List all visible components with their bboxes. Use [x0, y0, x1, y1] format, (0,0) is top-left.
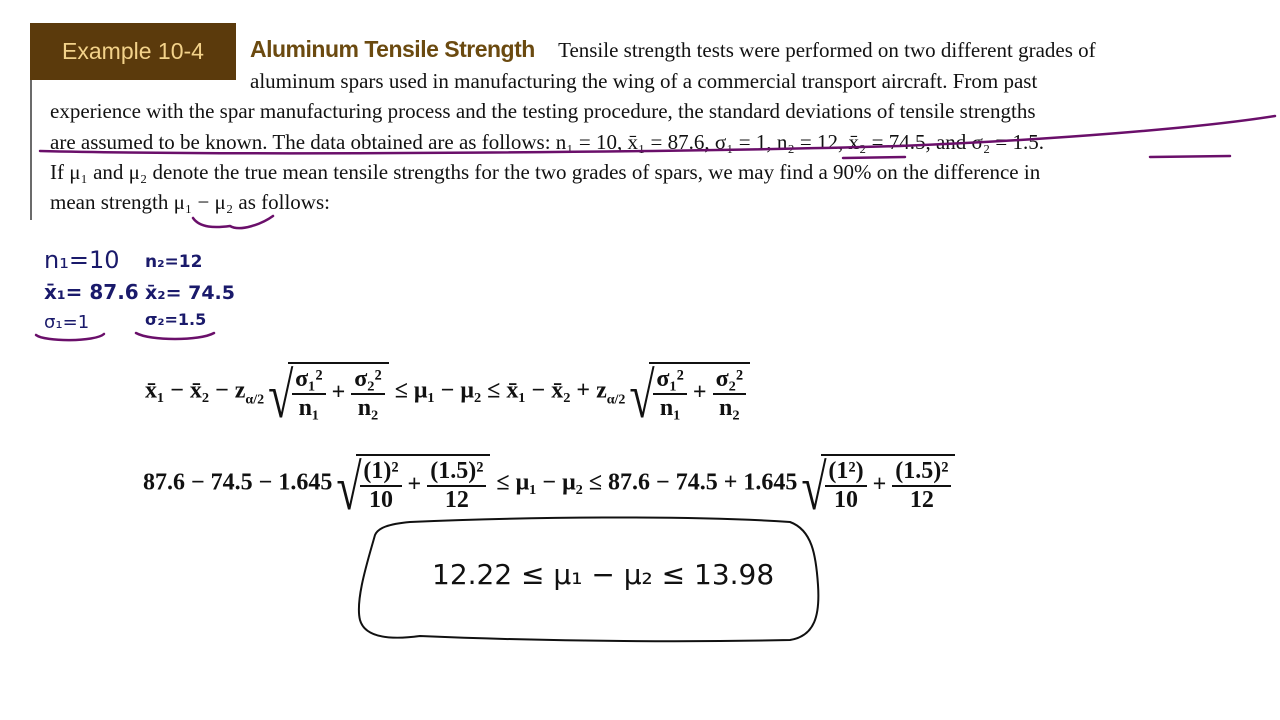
paragraph-line-1-text: Tensile strength tests were performed on two different grades of: [558, 38, 1096, 62]
example-tag: Example 10-4: [30, 23, 236, 80]
alpha-half-right: α/2: [606, 392, 626, 408]
sigma1-sq-right: √ σ₁²: [653, 366, 686, 395]
n2-den-right: n₂: [719, 395, 740, 421]
underline-known: [40, 116, 1275, 153]
note-s1: σ₁=1: [44, 312, 90, 333]
note-n1: n₁=10: [44, 246, 120, 274]
n2-den: n₂: [357, 395, 379, 421]
sigma1-sq: √ σ₁²: [292, 366, 325, 395]
paragraph-line-3: experience with the spar manufacturing process and the testing procedure, the standard deviations of tensile strengths: [50, 99, 1036, 123]
sigma2-sq: σ₂²: [351, 366, 384, 395]
num-a2: √ (1²): [825, 458, 866, 487]
den-a: 10: [368, 487, 393, 513]
n1-den-right: n₁: [659, 395, 681, 421]
plus-numeric-right: +: [872, 471, 887, 498]
paragraph-line-2: aluminum spars used in manufacturing the wing of a commercial transport aircraft. From past: [250, 69, 1038, 93]
note-x2: x̄₂= 74.5: [145, 282, 235, 304]
den-b2: 12: [909, 487, 934, 513]
general-middle: ≤ μ₁ − μ₂ ≤ x̄₁ − x̄₂ + z: [394, 377, 607, 404]
result-box: [359, 517, 819, 641]
paragraph-line-5: If μ₁ and μ₂ denote the true mean tensile strengths for the two grades of spars, we may find a 90% on the difference in: [50, 160, 1041, 184]
num-b2: (1.5)²: [892, 458, 951, 487]
result-answer: 12.22 ≤ μ₁ − μ₂ ≤ 13.98: [432, 558, 775, 591]
brace-mu-diff: [193, 216, 273, 228]
numeric-middle: ≤ μ₁ − μ₂ ≤ 87.6 − 74.5 + 1.645: [496, 469, 798, 496]
numeric-left: 87.6 − 74.5 − 1.645: [143, 469, 333, 496]
den-b: 12: [444, 487, 469, 513]
plus-left: +: [331, 379, 346, 406]
plus-right: +: [692, 379, 707, 406]
num-b: (1.5)²: [427, 458, 486, 487]
note-s2: σ₂=1.5: [145, 310, 207, 329]
n1-den: n₁: [298, 395, 320, 421]
num-a: √ (1)²: [360, 458, 401, 487]
brace-note-s2: [136, 333, 214, 339]
den-a2: 10: [834, 487, 858, 513]
brace-note-s1: [36, 334, 104, 340]
paragraph-line-6: mean strength μ₁ − μ₂ as follows:: [50, 190, 330, 214]
example-title: Aluminum Tensile Strength: [250, 36, 535, 62]
underline-sigma1: [843, 157, 905, 158]
note-n2: n₂=12: [145, 252, 203, 272]
note-x1: x̄₁= 87.6: [44, 280, 139, 304]
paragraph-line-4: are assumed to be known. The data obtained are as follows: n₁ = 10, x̄₁ = 87.6, σ₁ = 1, n₂ = 12, x̄₂ = 74.5, and σ₂ = 1.5.: [50, 130, 1044, 154]
sigma2-sq-right: σ₂²: [713, 366, 746, 395]
general-left: x̄₁ − x̄₂ − z: [145, 377, 246, 404]
underline-sigma2: [1150, 156, 1230, 157]
alpha-half-left: α/2: [245, 392, 265, 408]
plus-numeric-left: +: [407, 471, 422, 498]
